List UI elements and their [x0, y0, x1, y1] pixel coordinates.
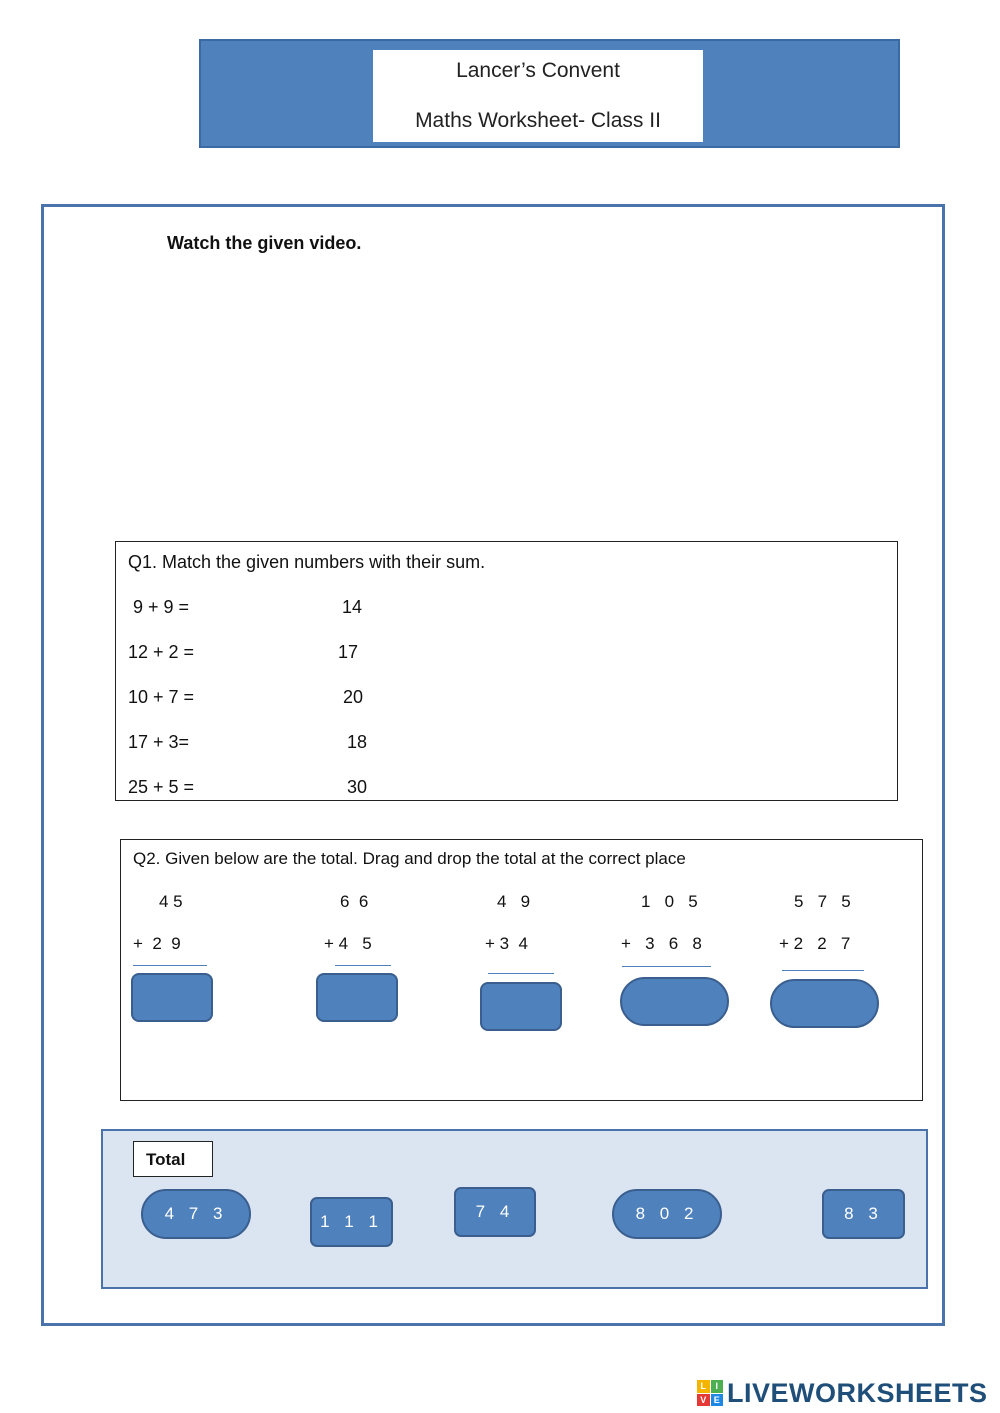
q2-problem-2-rule — [335, 965, 391, 966]
q1-panel — [115, 541, 898, 801]
totals-area — [101, 1129, 928, 1289]
q1-left-item-1[interactable]: 9 + 9 = — [133, 597, 190, 617]
q2-title: Q2. Given below are the total. Drag and drop the total at the correct place — [133, 849, 686, 868]
q1-right-item-1[interactable]: 14 — [342, 597, 363, 617]
q1-right-item-4[interactable]: 18 — [347, 732, 368, 752]
total-chip-2[interactable]: 1 1 1 — [310, 1197, 393, 1247]
q1-right-item-2[interactable]: 17 — [338, 642, 359, 662]
total-chip-1[interactable]: 4 7 3 — [141, 1189, 251, 1239]
q2-drop-box-4[interactable] — [620, 977, 729, 1026]
header-title-box — [373, 50, 703, 142]
q1-title: Q1. Match the given numbers with their sum. — [128, 552, 486, 572]
liveworksheets-logo-text: LIVEWORKSHEETS — [727, 1377, 988, 1408]
total-chip-3[interactable]: 7 4 — [454, 1187, 536, 1237]
q1-left-item-5[interactable]: 25 + 5 = — [128, 777, 195, 797]
worksheet-title: Maths Worksheet- Class II — [415, 109, 661, 132]
q2-drop-box-5[interactable] — [770, 979, 879, 1028]
q2-problem-1-top: 4 5 — [159, 892, 183, 911]
q2-problem-2-bottom: + 4 5 — [324, 934, 372, 953]
q1-left-item-2[interactable]: 12 + 2 = — [128, 642, 195, 662]
total-chip-5[interactable]: 8 3 — [822, 1189, 905, 1239]
q2-problem-2-top: 6 6 — [340, 892, 369, 911]
q2-problem-3-bottom: + 3 4 — [485, 934, 529, 953]
school-name: Lancer’s Convent — [456, 59, 620, 82]
header-banner — [199, 39, 900, 148]
q2-drop-box-2[interactable] — [316, 973, 398, 1022]
q2-problem-3-rule — [488, 973, 554, 974]
video-instruction: Watch the given video. — [167, 233, 362, 253]
q1-right-item-5[interactable]: 30 — [347, 777, 368, 797]
total-chip-4[interactable]: 8 0 2 — [612, 1189, 722, 1239]
q1-left-item-3[interactable]: 10 + 7 = — [128, 687, 195, 707]
q1-right-item-3[interactable]: 20 — [343, 687, 364, 707]
q2-drop-box-3[interactable] — [480, 982, 562, 1031]
liveworksheets-logo-icon: L I V E — [697, 1380, 723, 1406]
q2-problem-4-bottom: + 3 6 8 — [621, 934, 702, 953]
q2-problem-5-top: 5 7 5 — [794, 892, 851, 911]
q2-problem-1-rule — [133, 965, 207, 966]
liveworksheets-logo — [697, 1377, 988, 1409]
q2-panel — [120, 839, 923, 1101]
q2-problem-5-rule — [782, 970, 864, 971]
q2-problem-1-bottom: + 2 9 — [133, 934, 181, 953]
q2-drop-box-1[interactable] — [131, 973, 213, 1022]
q2-problem-4-rule — [622, 966, 711, 967]
q2-problem-3-top: 4 9 — [497, 892, 531, 911]
q2-problem-4-top: 1 0 5 — [641, 892, 698, 911]
totals-label: Total — [133, 1141, 213, 1177]
q2-problem-5-bottom: + 2 2 7 — [779, 934, 851, 953]
q1-left-item-4[interactable]: 17 + 3= — [128, 732, 190, 752]
